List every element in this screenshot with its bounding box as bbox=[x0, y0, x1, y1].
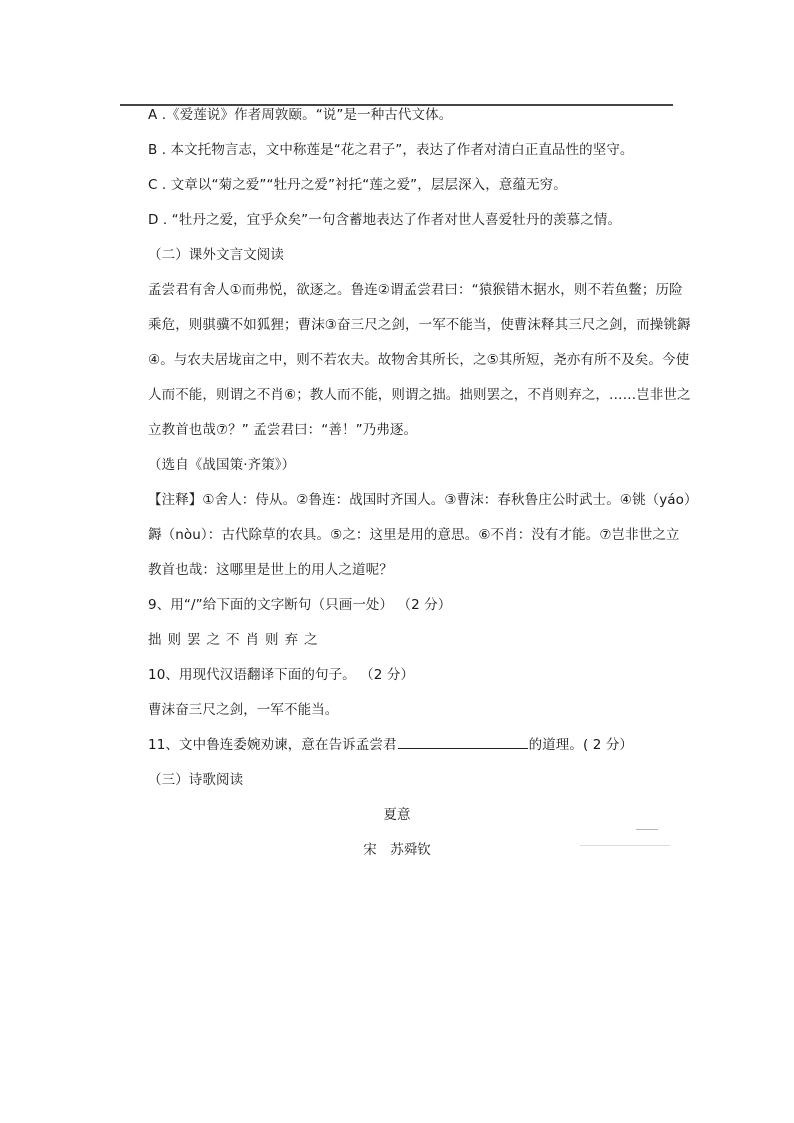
question-11-prompt: 11、文中鲁连委婉劝谏，意在告诉孟尝君 bbox=[148, 737, 397, 753]
option-d: D . “牡丹之爱，宜乎众矣”一句含蓄地表达了作者对世人喜爱牡丹的羡慕之情。 bbox=[148, 212, 622, 228]
option-b: B . 本文托物言志，文中称莲是“花之君子”，表达了作者对清白正直品性的坚守。 bbox=[148, 142, 634, 158]
section-heading-classical-reading: （二）课外文言文阅读 bbox=[148, 247, 284, 263]
passage-line: 人而不能，则谓之不肖⑥；教人而不能，则谓之拙。拙则罢之，不肖则弃之，……岂非世之 bbox=[148, 387, 691, 403]
passage-line: ④。与农夫居垅亩之中，则不若农夫。故物舍其所长，之⑤其所短，尧亦有所不及矣。今使 bbox=[148, 352, 690, 368]
scan-speck bbox=[636, 829, 658, 830]
question-11-suffix: 的道理。( 2 分） bbox=[528, 737, 634, 753]
scan-speck bbox=[580, 845, 670, 846]
poem-author: 宋 苏舜钦 bbox=[363, 842, 431, 858]
question-9-text: 拙则罢之不肖则弃之 bbox=[148, 632, 324, 648]
annotation-line: 鎒（nòu）：古代除草的农具。⑤之：这里是用的意思。⑥不肖：没有才能。⑦岂非世之立 bbox=[148, 527, 680, 543]
answer-blank[interactable] bbox=[398, 736, 528, 749]
section-heading-poetry-reading: （三）诗歌阅读 bbox=[148, 772, 244, 788]
poem-title: 夏意 bbox=[383, 807, 411, 823]
passage-source: （选自《战国策·齐策》） bbox=[148, 457, 296, 473]
question-10: 10、用现代汉语翻译下面的句子。 （2 分） bbox=[148, 667, 415, 683]
passage-line: 孟尝君有舍人①而弗悦，欲逐之。鲁连②谓孟尝君曰：“猿猴错木据水，则不若鱼鳖；历险 bbox=[148, 282, 683, 298]
passage-line: 立教首也哉⑦？” 孟尝君曰：“善！”乃弗逐。 bbox=[148, 422, 418, 438]
question-9: 9、用“/”给下面的文字断句（只画一处） （2 分） bbox=[148, 597, 452, 613]
annotation-line: 教首也哉：这哪里是世上的用人之道呢？ bbox=[148, 562, 393, 578]
question-10-text: 曹沫奋三尺之剑，一军不能当。 bbox=[148, 702, 339, 718]
option-a: A .《爱莲说》作者周敦颐。“说”是一种古代文体。 bbox=[148, 107, 453, 123]
option-c: C . 文章以“菊之爱”“牡丹之爱”衬托“莲之爱”，层层深入，意蕴无穷。 bbox=[148, 177, 567, 193]
question-11 bbox=[148, 736, 633, 754]
passage-line: 乘危，则骐骥不如狐狸；曹沫③奋三尺之剑，一军不能当，使曹沫释其三尺之剑，而操铫鎒 bbox=[148, 317, 691, 333]
annotation-line: 【注释】①舍人：侍从。②鲁连：战国时齐国人。③曹沫：春秋鲁庄公时武士。④铫（yáo） bbox=[148, 492, 698, 508]
